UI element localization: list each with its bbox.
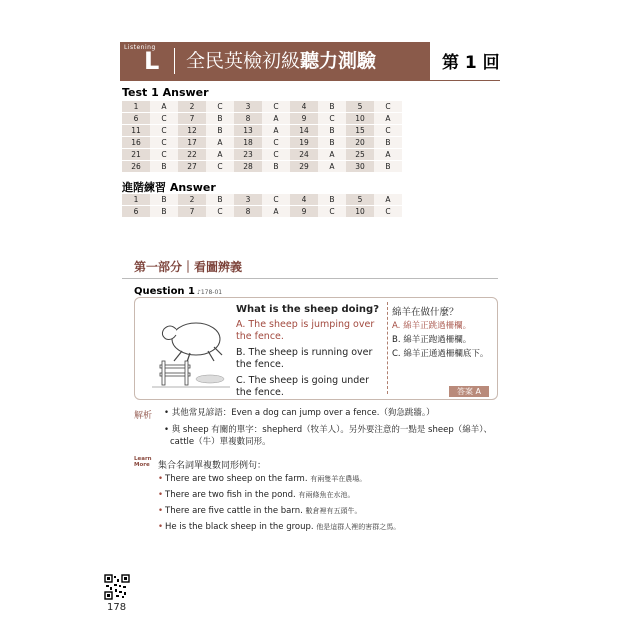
shadow bbox=[196, 375, 224, 383]
answer-row bbox=[122, 125, 402, 137]
question-number-cell: 22 bbox=[178, 149, 206, 161]
advanced-answer-table bbox=[122, 193, 402, 217]
part-title: 第一部分｜看圖辨義 bbox=[134, 260, 243, 274]
example-sentence bbox=[158, 474, 366, 484]
answer-cell: C bbox=[150, 149, 178, 161]
explanation-line: • 其他常見諺語：Even a dog can jump over a fence.（狗急跳牆。） bbox=[164, 408, 435, 418]
question-number-cell: 12 bbox=[178, 125, 206, 137]
answer-cell: B bbox=[318, 101, 346, 113]
question-number-cell: 2 bbox=[178, 101, 206, 113]
question-number-cell: 13 bbox=[234, 125, 262, 137]
question-number-cell: 28 bbox=[234, 161, 262, 173]
answer-cell: B bbox=[262, 161, 290, 173]
question-number-cell: 21 bbox=[122, 149, 150, 161]
example-en: There are two fish in the pond. bbox=[165, 490, 296, 500]
learn-more-title: 集合名詞單複數同形例句： bbox=[158, 461, 267, 471]
question-number-cell: 23 bbox=[234, 149, 262, 161]
answer-badge: 答案 A bbox=[449, 386, 489, 397]
test1-title: Test 1 Answer bbox=[122, 86, 209, 99]
sheep-head bbox=[162, 326, 176, 340]
explanation-label: 解析 bbox=[134, 411, 153, 421]
answer-row bbox=[122, 161, 402, 173]
audio-track[interactable]: ♪178-01 bbox=[197, 289, 223, 296]
question-number-cell: 14 bbox=[290, 125, 318, 137]
answer-cell: A bbox=[374, 113, 402, 125]
answer-cell: B bbox=[150, 161, 178, 173]
question-number-cell: 6 bbox=[122, 113, 150, 125]
question-number-cell: 19 bbox=[290, 137, 318, 149]
answer-cell: C bbox=[318, 113, 346, 125]
question-number-cell: 30 bbox=[346, 161, 374, 173]
example-zh: 有兩條魚在水池。 bbox=[298, 491, 355, 499]
answer-cell: C bbox=[150, 113, 178, 125]
answer-cell: B bbox=[150, 194, 178, 206]
question-number-cell: 29 bbox=[290, 161, 318, 173]
question-prompt: What is the sheep doing? bbox=[236, 304, 379, 315]
answer-cell: B bbox=[150, 206, 178, 218]
answer-cell: A bbox=[262, 113, 290, 125]
learn-more-top: Learn bbox=[134, 456, 152, 462]
answer-cell: B bbox=[206, 194, 234, 206]
question-number-cell: 6 bbox=[122, 206, 150, 218]
title-bold: 聽力測驗 bbox=[300, 50, 377, 72]
answer-cell: C bbox=[206, 206, 234, 218]
answer-cell: A bbox=[206, 149, 234, 161]
example-zh: 數倉裡有五頭牛。 bbox=[305, 507, 362, 515]
answer-cell: C bbox=[374, 206, 402, 218]
answer-cell: C bbox=[150, 125, 178, 137]
question-number-cell: 15 bbox=[346, 125, 374, 137]
answer-cell: A bbox=[206, 137, 234, 149]
example-sentence bbox=[158, 490, 354, 500]
example-zh: 有兩隻羊在農場。 bbox=[310, 475, 367, 483]
answer-row bbox=[122, 149, 402, 161]
explanation-line: • 與 sheep 有關的單字：shepherd（牧羊人）。另外要注意的一點是 sheep（綿羊）、 bbox=[164, 425, 492, 435]
answer-cell: C bbox=[374, 101, 402, 113]
question-number-cell: 10 bbox=[346, 113, 374, 125]
example-zh: 他是這群人裡的害群之馬。 bbox=[316, 523, 401, 531]
question-number-cell: 7 bbox=[178, 206, 206, 218]
explanation-line: cattle（牛）單複數同形。 bbox=[170, 437, 271, 447]
answer-row bbox=[122, 113, 402, 125]
section-letter: L bbox=[144, 47, 160, 75]
fence-post bbox=[185, 361, 188, 385]
track-number: 178-01 bbox=[200, 289, 223, 296]
answer-cell: C bbox=[374, 125, 402, 137]
question-number-cell: 9 bbox=[290, 113, 318, 125]
question-number-cell: 26 bbox=[122, 161, 150, 173]
question-number-cell: 7 bbox=[178, 113, 206, 125]
answer-cell: B bbox=[374, 161, 402, 173]
advanced-title: 進階練習 Answer bbox=[122, 181, 216, 194]
question-number-cell: 4 bbox=[290, 194, 318, 206]
zh-option-b: B. 綿羊正跑過柵欄。 bbox=[392, 335, 472, 345]
question-number-cell: 9 bbox=[290, 206, 318, 218]
question-number-cell: 4 bbox=[290, 101, 318, 113]
answer-cell: A bbox=[262, 206, 290, 218]
question-number-cell: 20 bbox=[346, 137, 374, 149]
answer-cell: B bbox=[374, 137, 402, 149]
example-en: There are two sheep on the farm. bbox=[165, 474, 308, 484]
example-en: He is the black sheep in the group. bbox=[165, 522, 314, 532]
question-number-cell: 10 bbox=[346, 206, 374, 218]
option-a: A. The sheep is jumping over the fence. bbox=[236, 319, 375, 342]
option-b: B. The sheep is running over the fence. bbox=[236, 347, 373, 370]
answer-cell: A bbox=[318, 161, 346, 173]
question-number-cell: 3 bbox=[234, 194, 262, 206]
question-number-cell: 3 bbox=[234, 101, 262, 113]
answer-row bbox=[122, 206, 402, 218]
answer-row bbox=[122, 101, 402, 113]
header-banner bbox=[120, 42, 430, 80]
answer-cell: A bbox=[262, 125, 290, 137]
bullet-icon: • bbox=[158, 474, 164, 484]
answer-cell: B bbox=[318, 137, 346, 149]
question-number-cell: 8 bbox=[234, 206, 262, 218]
bullet-icon: • bbox=[158, 490, 164, 500]
qr-code-icon[interactable] bbox=[104, 574, 130, 600]
question-number: Question 1 bbox=[134, 286, 195, 297]
learn-more-bottom: More bbox=[134, 462, 150, 468]
test1-answer-table bbox=[122, 100, 402, 172]
sheep-illustration bbox=[152, 305, 232, 395]
example-en: There are five cattle in the barn. bbox=[165, 506, 303, 516]
answer-cell: C bbox=[150, 137, 178, 149]
answer-cell: C bbox=[206, 101, 234, 113]
answer-cell: B bbox=[206, 125, 234, 137]
banner-divider bbox=[174, 48, 175, 74]
answer-cell: C bbox=[318, 206, 346, 218]
question-number-cell: 18 bbox=[234, 137, 262, 149]
answer-cell: C bbox=[262, 101, 290, 113]
answer-cell: A bbox=[318, 149, 346, 161]
answer-cell: C bbox=[262, 137, 290, 149]
answer-cell: C bbox=[262, 194, 290, 206]
answer-row bbox=[122, 194, 402, 206]
question-divider bbox=[387, 302, 388, 394]
section-label: Listening bbox=[124, 44, 156, 51]
test-number: 第 1 回 bbox=[442, 53, 500, 73]
sheep-leg bbox=[214, 347, 222, 355]
sheep-leg bbox=[208, 351, 214, 361]
learn-more-badge bbox=[134, 456, 154, 468]
question-number-cell: 1 bbox=[122, 101, 150, 113]
title-regular: 全民英檢初級 bbox=[186, 50, 301, 72]
answer-row bbox=[122, 137, 402, 149]
question-number-cell: 24 bbox=[290, 149, 318, 161]
question-number-cell: 8 bbox=[234, 113, 262, 125]
answer-cell: B bbox=[206, 113, 234, 125]
page-title bbox=[186, 50, 376, 72]
question-number-cell: 2 bbox=[178, 194, 206, 206]
zh-question-prompt: 綿羊在做什麼？ bbox=[392, 307, 459, 318]
question-number-cell: 17 bbox=[178, 137, 206, 149]
question-number-cell: 27 bbox=[178, 161, 206, 173]
example-sentence bbox=[158, 506, 362, 516]
zh-option-c: C. 綿羊正通過柵欄底下。 bbox=[392, 349, 489, 359]
page-number: 178 bbox=[107, 602, 127, 613]
fence-post bbox=[162, 361, 165, 385]
answer-cell: B bbox=[318, 125, 346, 137]
question-number-cell: 16 bbox=[122, 137, 150, 149]
sheep-body bbox=[172, 323, 220, 355]
question-number-cell: 11 bbox=[122, 125, 150, 137]
header-rule bbox=[120, 80, 500, 81]
zh-option-a: A. 綿羊正跳過柵欄。 bbox=[392, 321, 472, 331]
question-label bbox=[134, 286, 222, 297]
bullet-icon: • bbox=[158, 506, 164, 516]
answer-cell: A bbox=[374, 149, 402, 161]
example-sentence bbox=[158, 522, 400, 532]
question-number-cell: 5 bbox=[346, 194, 374, 206]
bullet-icon: • bbox=[158, 522, 164, 532]
sheep-leg bbox=[174, 351, 182, 361]
question-number-cell: 25 bbox=[346, 149, 374, 161]
option-c: C. The sheep is going under the fence. bbox=[236, 375, 370, 398]
question-number-cell: 5 bbox=[346, 101, 374, 113]
answer-cell: B bbox=[318, 194, 346, 206]
answer-cell: A bbox=[150, 101, 178, 113]
question-number-cell: 1 bbox=[122, 194, 150, 206]
part-divider bbox=[122, 278, 498, 279]
answer-cell: C bbox=[206, 161, 234, 173]
answer-cell: A bbox=[374, 194, 402, 206]
answer-cell: C bbox=[262, 149, 290, 161]
